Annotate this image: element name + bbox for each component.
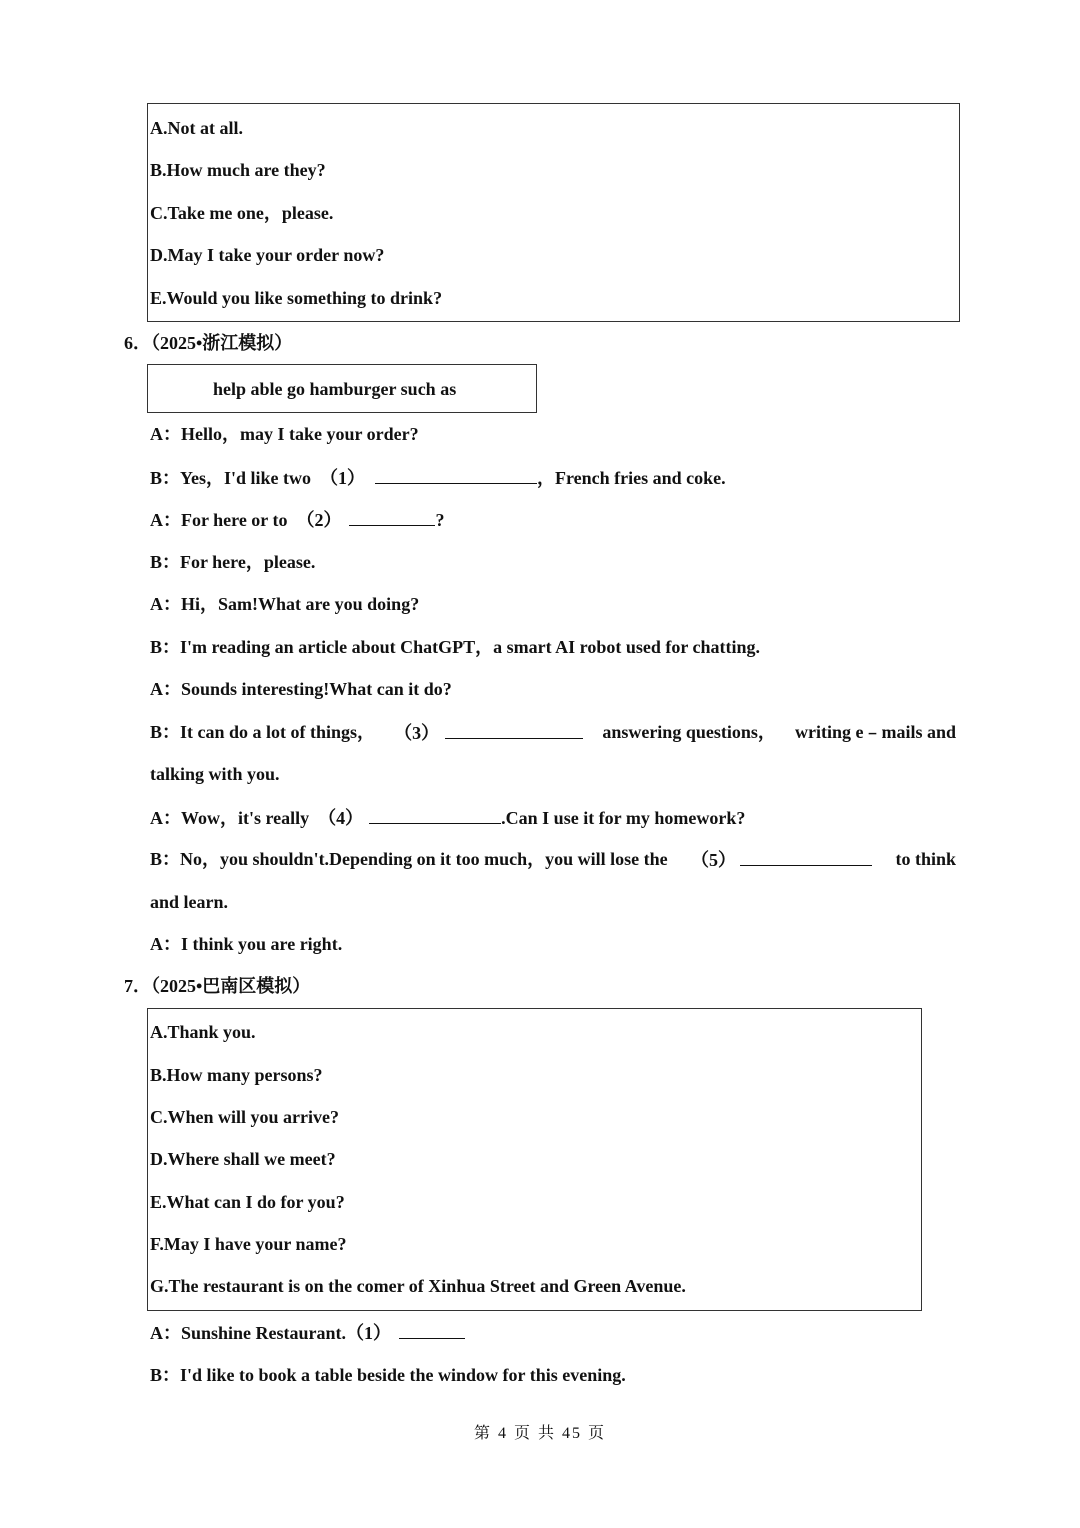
q6-word-bank: help able go hamburger such as xyxy=(213,379,457,399)
q6-line-2-text: B：Yes，I'd like two （1） xyxy=(150,468,366,488)
q5-option-c: C.Take me one，please. xyxy=(150,203,334,223)
q7-option-c: C.When will you arrive? xyxy=(150,1107,339,1127)
q6-line-8-blank-group xyxy=(394,720,583,745)
q6-line-8-num: （3） xyxy=(394,723,440,743)
q6-line-11-text: B：No，you shouldn't.Depending on it too much，you will lose the xyxy=(150,849,668,869)
q6-line-10-tail: .Can I use it for my homework? xyxy=(501,808,746,828)
q6-line-8 xyxy=(150,720,956,745)
page-footer: 第 4 页 共 45 页 xyxy=(473,1425,606,1442)
q7-option-a: A.Thank you. xyxy=(150,1022,256,1042)
q6-line-13: A：I think you are right. xyxy=(150,934,343,954)
q6-line-11-blank-group xyxy=(691,847,872,872)
q6-heading xyxy=(124,331,292,355)
q7-option-d: D.Where shall we meet? xyxy=(150,1149,336,1169)
q6-line-5: A：Hi，Sam!What are you doing? xyxy=(150,594,420,614)
q7-option-f: F.May I have your name? xyxy=(150,1234,347,1254)
q6-line-10 xyxy=(150,805,745,830)
q6-line-11-end: to think xyxy=(895,849,956,869)
q7-number: 7． xyxy=(124,976,151,996)
q6-line-8-mid: answering questions， xyxy=(602,722,776,742)
q7-source: （2025•巴南区模拟） xyxy=(151,976,311,996)
q7-heading xyxy=(124,974,310,998)
q6-line-6: B：I'm reading an article about ChatGPT，a smart AI robot used for chatting. xyxy=(150,637,761,657)
q7-option-g: G.The restaurant is on the comer of Xinhua Street and Green Avenue. xyxy=(150,1276,686,1296)
q7-line-1 xyxy=(150,1320,465,1345)
q6-blank-5[interactable] xyxy=(740,847,872,866)
q5-option-d: D.May I take your order now? xyxy=(150,245,385,265)
q7-line-2: B：I'd like to book a table beside the window for this evening. xyxy=(150,1365,626,1385)
q7-option-b: B.How many persons? xyxy=(150,1065,323,1085)
q6-line-2-tail: ，French fries and coke. xyxy=(537,468,726,488)
q6-blank-2[interactable] xyxy=(349,507,435,526)
q6-line-7: A：Sounds interesting!What can it do? xyxy=(150,679,452,699)
q6-blank-1[interactable] xyxy=(375,465,537,484)
q6-line-10-text: A：Wow，it's really （4） xyxy=(150,808,364,828)
q6-blank-4[interactable] xyxy=(369,805,501,824)
q6-line-2 xyxy=(150,465,726,490)
q6-line-8-text: B：It can do a lot of things， xyxy=(150,722,376,742)
q6-line-4: B：For here，please. xyxy=(150,552,316,572)
q5-option-a: A.Not at all. xyxy=(150,118,243,138)
q6-line-1: A：Hello，may I take your order? xyxy=(150,424,419,444)
q6-line-11 xyxy=(150,847,956,872)
q6-line-11-num: （5） xyxy=(691,850,737,870)
q5-option-b: B.How much are they? xyxy=(150,160,326,180)
q6-source: （2025•浙江模拟） xyxy=(151,333,293,353)
q6-line-9: talking with you. xyxy=(150,764,280,784)
q6-line-8-end: writing e﹣mails and xyxy=(794,722,956,742)
q6-line-3 xyxy=(150,507,444,532)
q6-number: 6． xyxy=(124,333,151,353)
q7-option-e: E.What can I do for you? xyxy=(150,1192,345,1212)
q6-line-12: and learn. xyxy=(150,892,229,912)
q6-blank-3[interactable] xyxy=(445,720,583,739)
q7-line-1-text: A：Sunshine Restaurant.（1） xyxy=(150,1323,392,1343)
q5-option-e: E.Would you like something to drink? xyxy=(150,288,443,308)
q7-blank-1[interactable] xyxy=(399,1320,465,1339)
q6-line-3-tail: ? xyxy=(435,510,445,530)
q6-line-3-text: A：For here or to （2） xyxy=(150,510,342,530)
